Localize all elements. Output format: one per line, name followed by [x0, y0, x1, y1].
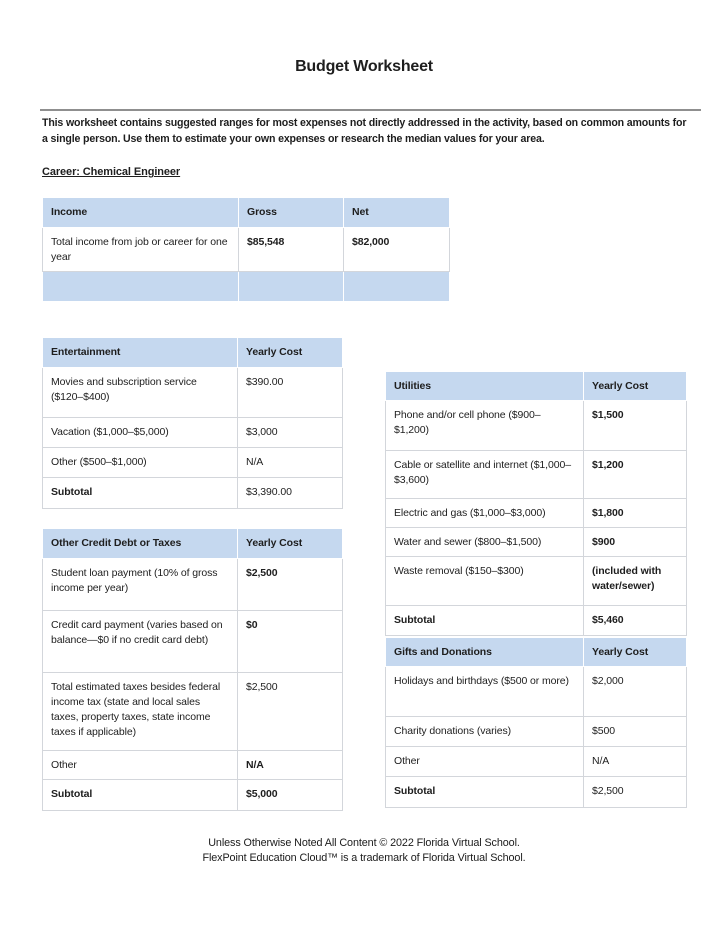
table-row	[43, 368, 343, 418]
expense-label: Movies and subscription service ($120–$400)	[43, 368, 238, 418]
page-title: Budget Worksheet	[295, 58, 433, 75]
gifts-header-cell: Gifts and Donations	[386, 638, 584, 667]
gifts-donations-table	[385, 637, 687, 808]
subtotal-value: $5,000	[238, 780, 343, 811]
utilities-header-row	[386, 372, 687, 401]
table-row	[43, 559, 343, 611]
credit-debt-table	[42, 528, 343, 811]
expense-label: Vacation ($1,000–$5,000)	[43, 418, 238, 448]
expense-label: Phone and/or cell phone ($900–$1,200)	[386, 401, 584, 451]
subtotal-label: Subtotal	[386, 606, 584, 636]
expense-value: N/A	[584, 747, 687, 777]
table-row	[43, 611, 343, 673]
empty-cell	[344, 272, 450, 302]
expense-value: $2,000	[584, 667, 687, 717]
subtotal-row	[386, 777, 687, 808]
income-header-cell: Income	[43, 198, 239, 228]
subtotal-label: Subtotal	[43, 478, 238, 509]
expense-value: $1,500	[584, 401, 687, 451]
yearly-cost-header-cell: Yearly Cost	[584, 372, 687, 401]
expense-value: $390.00	[238, 368, 343, 418]
subtotal-row	[386, 606, 687, 636]
expense-value: N/A	[238, 751, 343, 780]
expense-label: Total estimated taxes besides federal income tax (state and local sales taxes, property taxes, state income taxes if applicable)	[43, 673, 238, 751]
entertainment-header-row	[43, 338, 343, 368]
table-row	[386, 401, 687, 451]
income-gross-value: $85,548	[239, 228, 344, 272]
expense-label: Other	[386, 747, 584, 777]
expense-value: $0	[238, 611, 343, 673]
expense-label: Waste removal ($150–$300)	[386, 557, 584, 606]
gross-header-cell: Gross	[239, 198, 344, 228]
income-empty-row	[43, 272, 450, 302]
entertainment-table	[42, 337, 343, 509]
divider-line	[40, 109, 701, 111]
subtotal-value: $2,500	[584, 777, 687, 808]
income-net-value: $82,000	[344, 228, 450, 272]
intro-paragraph: This worksheet contains suggested ranges for most expenses not directly addressed in the activity, based on common amounts for a single person. Use them to estimate your own expenses or research the median values for your area.	[42, 117, 687, 145]
expense-label: Student loan payment (10% of gross income per year)	[43, 559, 238, 611]
footer	[0, 836, 728, 866]
expense-value: $3,000	[238, 418, 343, 448]
table-row	[386, 451, 687, 499]
expense-label: Cable or satellite and internet ($1,000–$3,600)	[386, 451, 584, 499]
yearly-cost-header-cell: Yearly Cost	[238, 529, 343, 559]
entertainment-header-cell: Entertainment	[43, 338, 238, 368]
utilities-table	[385, 371, 687, 636]
subtotal-row	[43, 478, 343, 509]
credit-header-row	[43, 529, 343, 559]
table-row	[386, 528, 687, 557]
table-row	[386, 499, 687, 528]
expense-value: $1,800	[584, 499, 687, 528]
expense-value: (included with water/sewer)	[584, 557, 687, 606]
career-heading: Career: Chemical Engineer	[42, 166, 181, 178]
gifts-header-row	[386, 638, 687, 667]
table-row	[43, 751, 343, 780]
table-row	[43, 228, 450, 272]
expense-label: Holidays and birthdays ($500 or more)	[386, 667, 584, 717]
empty-cell	[239, 272, 344, 302]
expense-label: Credit card payment (varies based on balance—$0 if no credit card debt)	[43, 611, 238, 673]
table-row	[43, 418, 343, 448]
table-row	[43, 448, 343, 478]
table-row	[386, 747, 687, 777]
expense-label: Water and sewer ($800–$1,500)	[386, 528, 584, 557]
subtotal-label: Subtotal	[43, 780, 238, 811]
footer-line-2: FlexPoint Education Cloud™ is a trademark of Florida Virtual School.	[202, 852, 526, 864]
income-table	[42, 197, 450, 302]
expense-value: $2,500	[238, 559, 343, 611]
expense-value: $1,200	[584, 451, 687, 499]
yearly-cost-header-cell: Yearly Cost	[238, 338, 343, 368]
expense-value: $900	[584, 528, 687, 557]
subtotal-label: Subtotal	[386, 777, 584, 808]
expense-value: $500	[584, 717, 687, 747]
expense-label: Other ($500–$1,000)	[43, 448, 238, 478]
expense-label: Electric and gas ($1,000–$3,000)	[386, 499, 584, 528]
utilities-header-cell: Utilities	[386, 372, 584, 401]
subtotal-value: $3,390.00	[238, 478, 343, 509]
income-header-row	[43, 198, 450, 228]
yearly-cost-header-cell: Yearly Cost	[584, 638, 687, 667]
empty-cell	[43, 272, 239, 302]
footer-line-1: Unless Otherwise Noted All Content © 2022 Florida Virtual School.	[208, 837, 520, 849]
table-row	[386, 557, 687, 606]
table-row	[386, 717, 687, 747]
expense-value: N/A	[238, 448, 343, 478]
subtotal-row	[43, 780, 343, 811]
net-header-cell: Net	[344, 198, 450, 228]
table-row	[386, 667, 687, 717]
table-row	[43, 673, 343, 751]
subtotal-value: $5,460	[584, 606, 687, 636]
expense-label: Charity donations (varies)	[386, 717, 584, 747]
income-label-cell: Total income from job or career for one year	[43, 228, 239, 272]
expense-label: Other	[43, 751, 238, 780]
expense-value: $2,500	[238, 673, 343, 751]
credit-header-cell: Other Credit Debt or Taxes	[43, 529, 238, 559]
